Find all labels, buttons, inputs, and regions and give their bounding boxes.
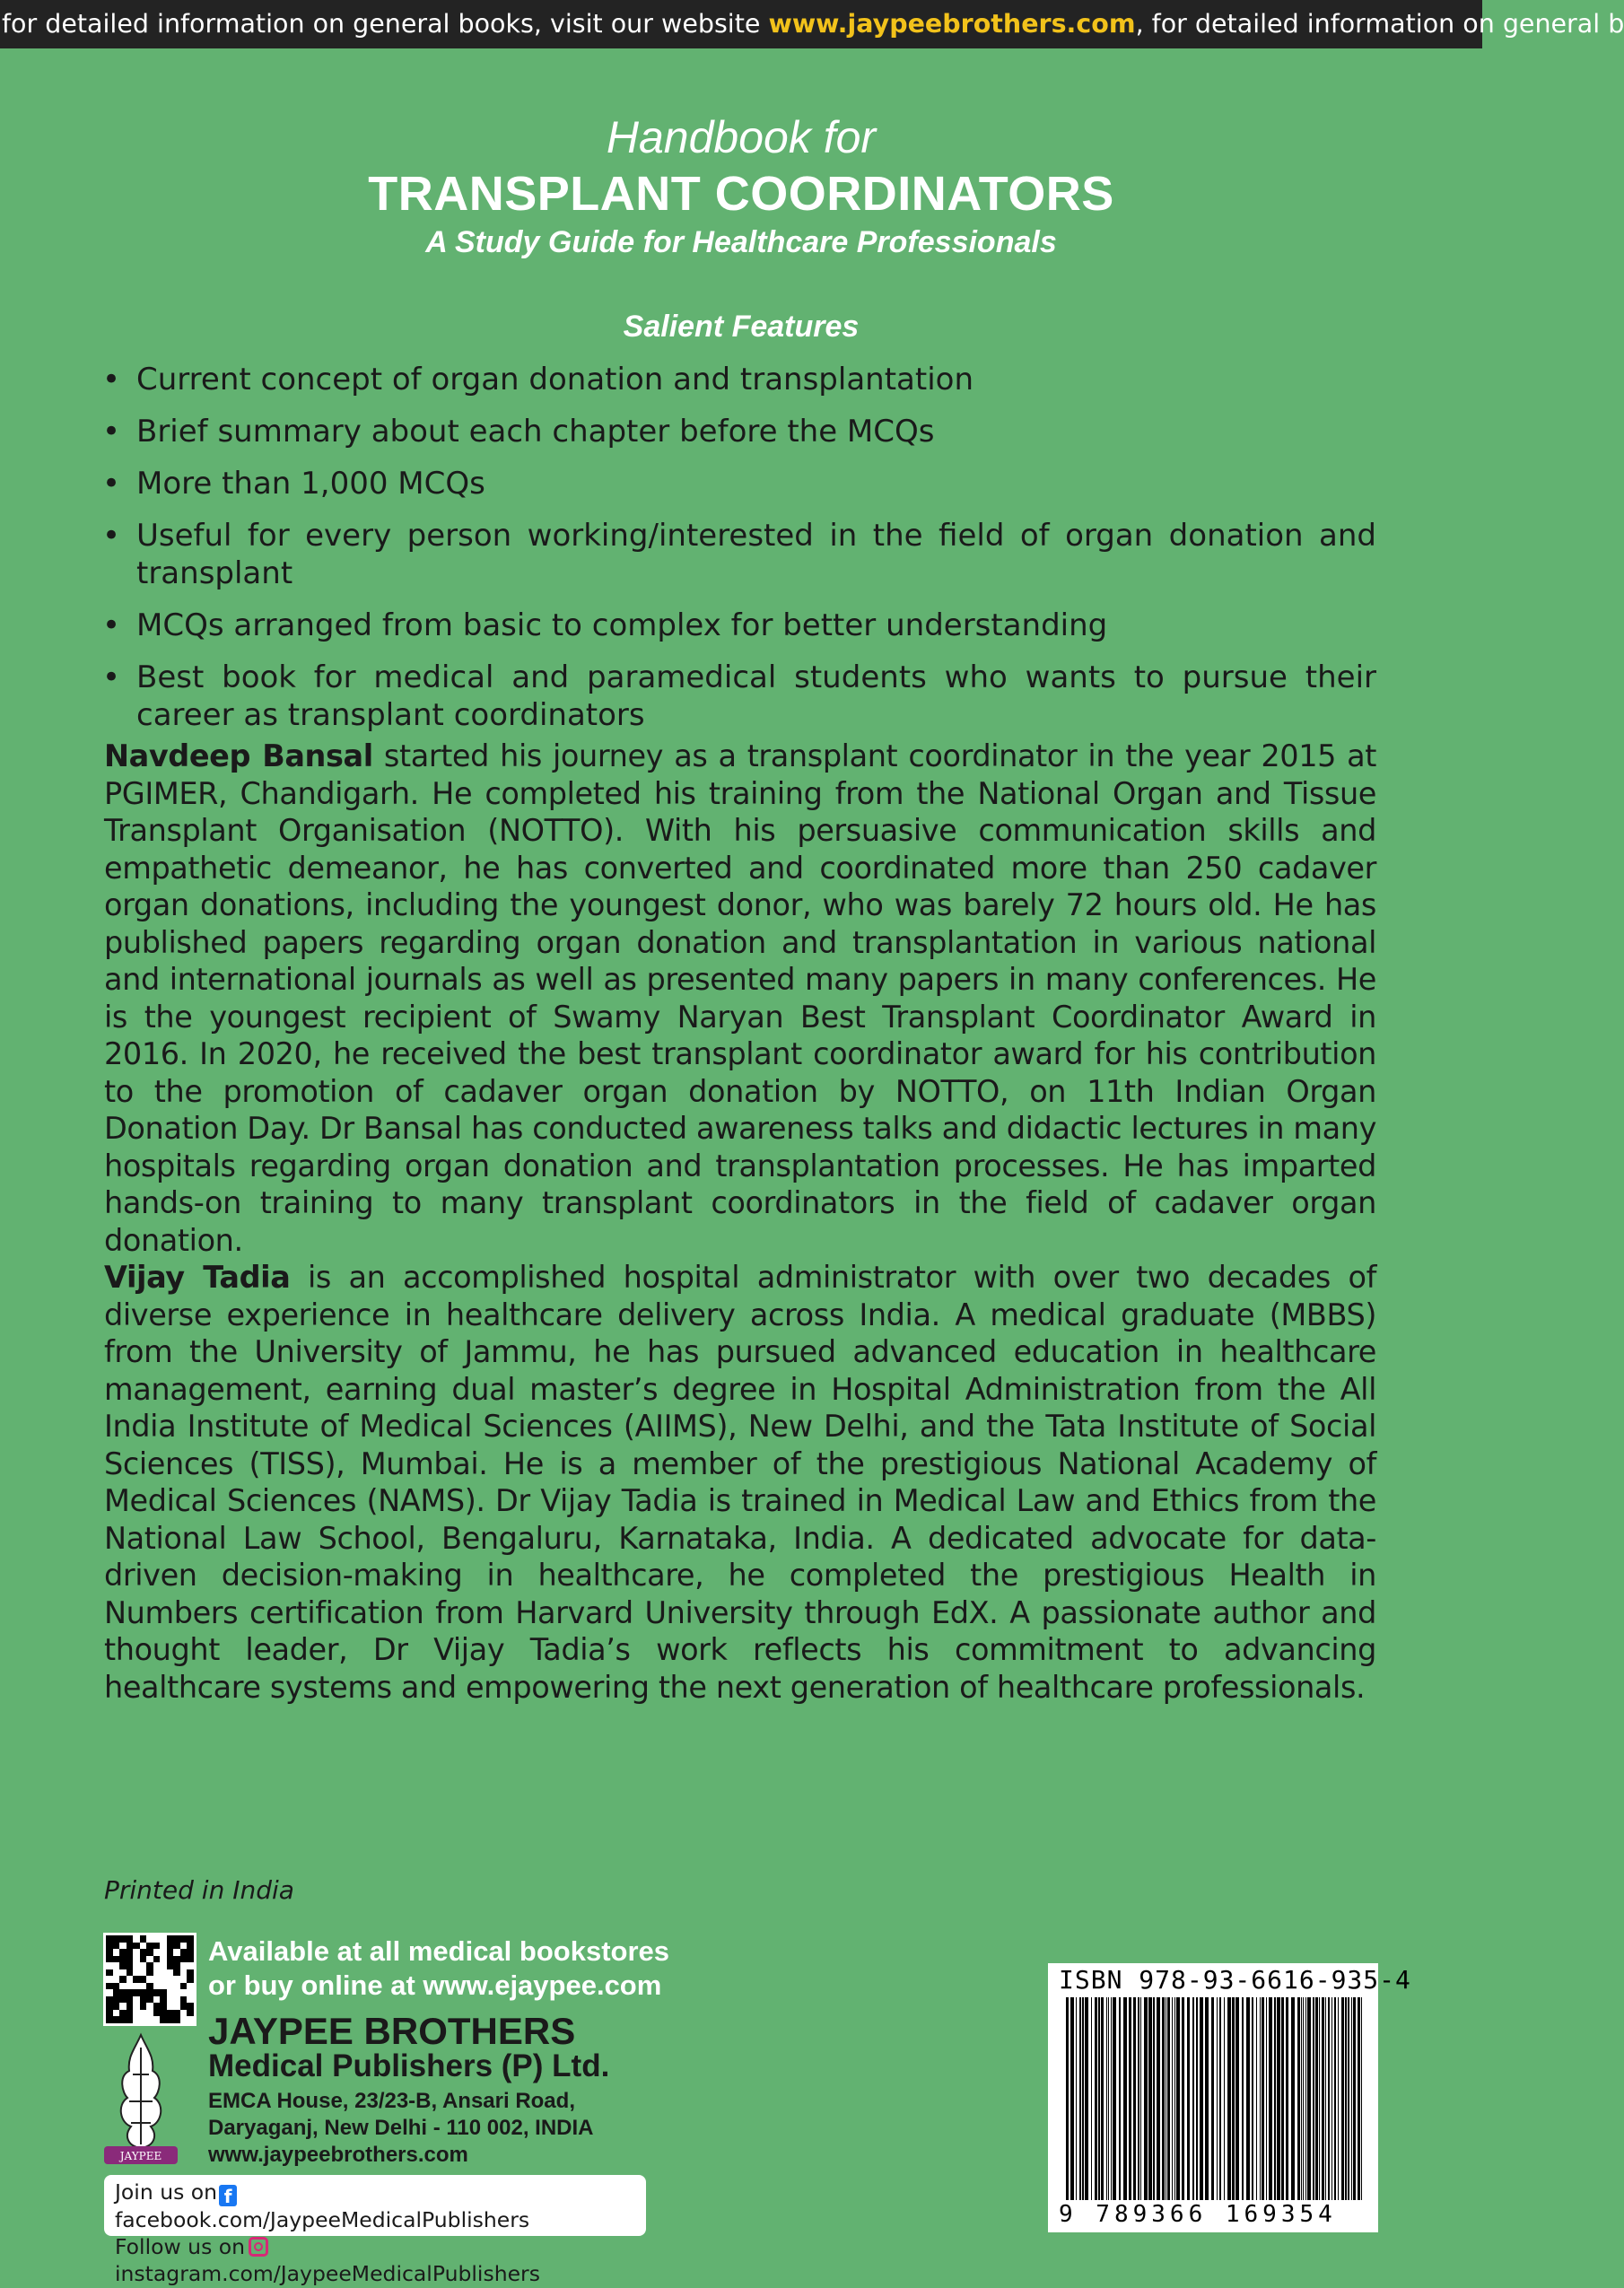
book-header <box>0 109 1482 262</box>
availability-note <box>208 1934 669 2003</box>
author-name: Navdeep Bansal <box>104 738 373 773</box>
banner-text-after: , for detailed information on general b <box>1135 9 1624 39</box>
qr-code-icon[interactable] <box>103 1933 196 2026</box>
feature-text: More than 1,000 MCQs <box>136 466 485 502</box>
barcode-digits: 9 789366 169354 <box>1059 2201 1337 2228</box>
bullet-icon: • <box>102 607 121 643</box>
banner-text: for detailed information on general books, visit our website <box>2 9 769 39</box>
availability-line-2: or buy online at www.ejaypee.com <box>208 1969 662 2001</box>
bullet-icon: • <box>102 362 121 397</box>
salient-features-heading: Salient Features <box>623 310 860 344</box>
join-prefix: Join us on <box>115 2179 218 2205</box>
feature-item <box>102 517 1376 592</box>
social-links-box <box>104 2175 646 2286</box>
feature-item <box>102 607 1376 644</box>
feature-item <box>102 465 1376 502</box>
book-subtitle: A Study Guide for Healthcare Professionals <box>425 225 1057 259</box>
author-bio-text: started his journey as a transplant coordinator in the year 2015 at PGIMER, Chandigarh. He completed his training from the National Organ and Tissue Transplant Organisation (NOTTO). With his persuasive communication skills and empathetic demeanor, he has converted and coordinated more than 250 cadaver organ donations, including the youngest donor, who was barely 72 hours old. He has published papers regarding organ donation and transplantation in various national and international journals as well as presented many papers in many conferences. He is the youngest recipient of Swamy Naryan Best Transplant Coordinator Award in 2016. In 2020, he received the best transplant coordinator award for his contribution to the promotion of cadaver organ donation by NOTTO, on 11th Indian Organ Donation Day. Dr Bansal has conducted awareness talks and didactic lectures in many hospitals regarding organ donation and transplantation processes. He has imparted hands-on training to many transplant coordinators in the field of cadaver organ donation. <box>104 738 1376 1258</box>
author-bio-tadia <box>104 1259 1376 1706</box>
author-bio-text: is an accomplished hospital administrator with over two decades of diverse experience in healthcare delivery across India. A medical graduate (MBBS) from the University of Jammu, he has pursued advanced education in healthcare management, earning dual master’s degree in Hospital Administration from the All India Institute of Medical Sciences (AIIMS), New Delhi, and the Tata Institute of Social Sciences (TISS), Mumbai. He is a member of the prestigious National Academy of Medical Sciences (NAMS). Dr Vijay Tadia is trained in Medical Law and Ethics from the National Law School, Bengaluru, Karnataka, India. A dedicated advocate for data-driven decision-making in healthcare, he completed the prestigious Health in Numbers certification from Harvard University through EdX. A passionate author and thought leader, Dr Vijay Tadia’s work reflects his commitment to advancing healthcare systems and empowering the next generation of healthcare professionals. <box>104 1260 1377 1705</box>
bullet-icon: • <box>102 659 121 695</box>
facebook-row[interactable] <box>115 2179 635 2233</box>
instagram-icon <box>249 2237 268 2257</box>
logo-text: JAYPEE <box>119 2150 162 2162</box>
bullet-icon: • <box>102 518 121 554</box>
isbn-label: ISBN 978-93-6616-935-4 <box>1059 1965 1411 1995</box>
follow-prefix: Follow us on <box>115 2234 246 2259</box>
feature-item <box>102 659 1376 734</box>
bullet-icon: • <box>102 466 121 502</box>
author-bio-bansal <box>104 738 1376 1259</box>
feature-text: Current concept of organ donation and transplantation <box>136 362 974 397</box>
feature-text: MCQs arranged from basic to complex for better understanding <box>136 607 1108 643</box>
address-line-2: Daryaganj, New Delhi - 110 002, INDIA <box>208 2116 594 2140</box>
barcode-icon <box>1062 1997 1367 2200</box>
feature-text: Best book for medical and paramedical students who wants to pursue their career as transplant coordinators <box>136 659 1376 733</box>
address-line-1: EMCA House, 23/23-B, Ansari Road, <box>208 2089 575 2113</box>
feature-text: Brief summary about each chapter before the MCQs <box>136 414 935 450</box>
bullet-icon: • <box>102 414 121 450</box>
publisher-website[interactable]: www.jaypeebrothers.com <box>208 2143 468 2167</box>
facebook-link[interactable]: facebook.com/JaypeeMedicalPublishers <box>115 2207 530 2232</box>
jaypee-logo-icon <box>100 2030 181 2166</box>
top-banner <box>0 0 1624 48</box>
author-name: Vijay Tadia <box>104 1260 291 1295</box>
instagram-row[interactable] <box>115 2233 635 2287</box>
instagram-link[interactable]: instagram.com/JaypeeMedicalPublishers <box>115 2261 540 2286</box>
availability-line-1: Available at all medical bookstores <box>208 1935 669 1967</box>
publisher-address <box>208 2088 594 2169</box>
publisher-name: JAYPEE BROTHERS <box>208 2010 576 2052</box>
feature-text: Useful for every person working/interested in the field of organ donation and transplant <box>136 518 1376 591</box>
facebook-icon: f <box>219 2185 237 2206</box>
publisher-subname: Medical Publishers (P) Ltd. <box>208 2048 610 2083</box>
feature-item <box>102 413 1376 450</box>
book-title: TRANSPLANT COORDINATORS <box>368 167 1114 221</box>
features-list <box>102 361 1376 748</box>
book-title-prefix: Handbook for <box>606 112 877 162</box>
feature-item <box>102 361 1376 398</box>
printed-in-note: Printed in India <box>104 1875 294 1905</box>
banner-website-link[interactable]: www.jaypeebrothers.com <box>768 9 1136 39</box>
